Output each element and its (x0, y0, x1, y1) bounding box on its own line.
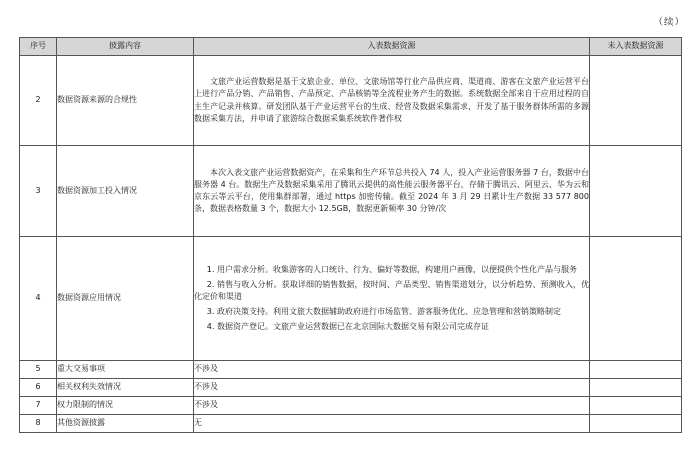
row-item: 重大交易事项 (57, 361, 194, 379)
row-included: 无 (194, 415, 590, 433)
table-header-row (20, 38, 682, 56)
application-line: 1. 用户需求分析。收集游客的人口统计、行为、偏好等数据，构建用户画像，以便提供个性化产品与服务 (206, 264, 577, 274)
row-not-included (590, 56, 682, 146)
data-resource-disclosure-table (19, 37, 682, 433)
table-row (20, 146, 682, 237)
row-included: 不涉及 (194, 379, 590, 397)
row-no: 4 (20, 237, 57, 361)
row-not-included (590, 361, 682, 379)
included-paragraph: 本次入表文旅产业运营数据资产，在采集和生产环节总共投入 74 人，投入产业运营服务器 7 台，数据中台服务器 4 台。数据生产及数据采集采用了腾讯云提供的高性能云服务器平台，存储于腾讯云、阿里云、华为云和京东云等云平台，使用集群部署，通过 https 加密传输。截至 2024 年 3 月 29 日累计生产数据 33 577 800 条，数据表格数量 3 个，数据大小 12.5GB，数据更新频率 30 分钟/次 (194, 167, 589, 214)
table-row (20, 397, 682, 415)
row-item: 其他资源披露 (57, 415, 194, 433)
row-not-included (590, 415, 682, 433)
row-no: 8 (20, 415, 57, 433)
application-line: 3. 政府决策支持。利用文旅大数据辅助政府进行市场监管、游客服务优化、应急管理和营销策略制定 (206, 307, 561, 317)
row-not-included (590, 379, 682, 397)
table-row (20, 361, 682, 379)
application-line: 4. 数据资产登记。文旅产业运营数据已在北京国际大数据交易有限公司完成存证 (206, 322, 489, 332)
row-no: 7 (20, 397, 57, 415)
row-included (194, 237, 590, 361)
row-included (194, 56, 590, 146)
row-included: 不涉及 (194, 361, 590, 379)
header-no: 序号 (20, 38, 57, 56)
table-row (20, 56, 682, 146)
continued-note: （续） (653, 17, 685, 28)
table-row (20, 415, 682, 433)
header-not-included: 未入表数据资源 (590, 38, 682, 56)
row-no: 2 (20, 56, 57, 146)
header-included: 入表数据资源 (194, 38, 590, 56)
row-no: 5 (20, 361, 57, 379)
row-no: 6 (20, 379, 57, 397)
row-item: 数据资源来源的合规性 (57, 56, 194, 146)
row-included: 不涉及 (194, 397, 590, 415)
row-item: 数据资源加工投入情况 (57, 146, 194, 237)
row-not-included (590, 146, 682, 237)
table-row (20, 379, 682, 397)
row-no: 3 (20, 146, 57, 237)
row-item: 权力限制的情况 (57, 397, 194, 415)
application-line: 2. 销售与收入分析。获取详细的销售数据，按时间、产品类型、销售渠道划分，以分析趋势、预测收入，优化定价和渠道 (194, 279, 589, 301)
row-item: 数据资源应用情况 (57, 237, 194, 361)
table-row (20, 237, 682, 361)
header-item: 披露内容 (57, 38, 194, 56)
row-not-included (590, 237, 682, 361)
row-not-included (590, 397, 682, 415)
included-paragraph: 文旅产业运营数据是基于文旅企业、单位、文旅场馆等行业产品供应商、渠道商、游客在文旅产业运营平台上进行产品分销、产品销售、产品预定、产品核销等全流程业务产生的数据。系统数据全部来自于应用过程的自主生产记录并核算。研发团队基于产业运营平台的生成、经营及数据采集需求，开发了基于服务群体所需的多源数据采集方法，并申请了旅游综合数据采集系统软件著作权 (194, 77, 589, 123)
row-included (194, 146, 590, 237)
row-item: 相关权利失效情况 (57, 379, 194, 397)
